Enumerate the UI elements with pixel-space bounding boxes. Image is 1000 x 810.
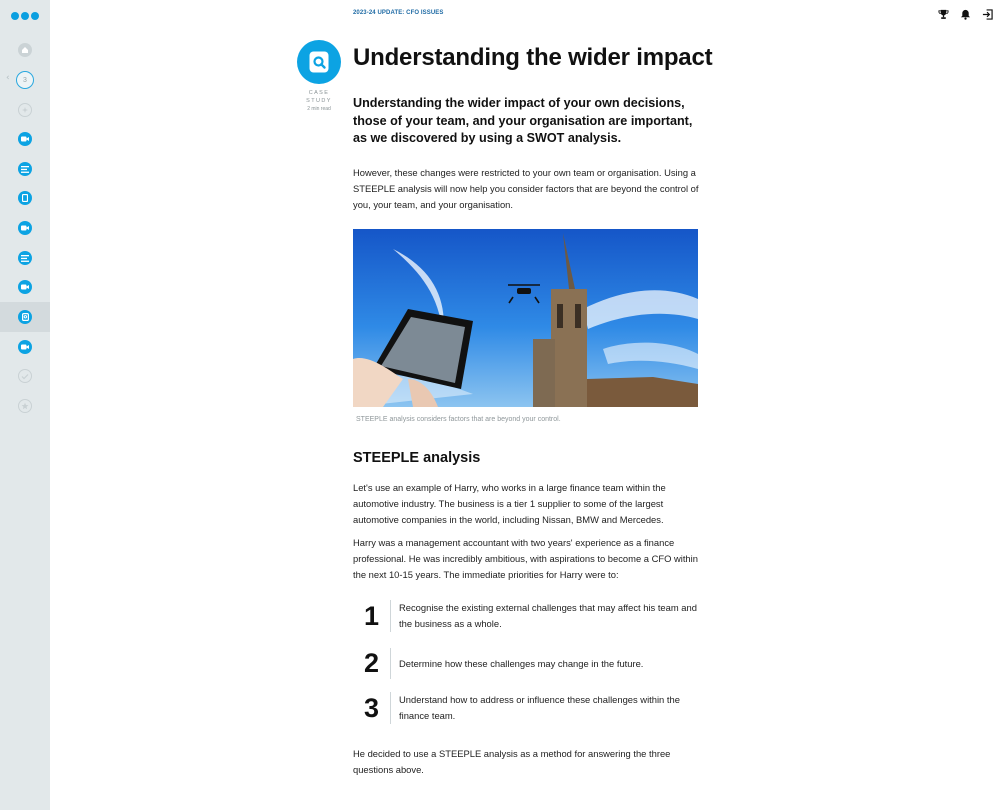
sidebar-item-list-1[interactable] [0,154,50,184]
section-heading: STEEPLE analysis [353,450,481,466]
sidebar-item-finish[interactable] [0,391,50,421]
step-number: 1 [363,600,380,631]
logout-icon[interactable] [981,8,994,21]
progress-current-icon [16,71,34,89]
breadcrumb[interactable]: 2023-24 UPDATE: CFO ISSUES [353,10,444,16]
video-icon [18,340,32,354]
harry-paragraph: Harry was a management accountant with two years' experience as a finance professional. He was incredibly ambitious, with aspirations to become a CFO within the next 10-15 years. The immediate priorities for Harry were to: [353,537,698,580]
sidebar-item-article[interactable] [0,183,50,213]
step-number: 2 [363,648,380,678]
divider [390,600,391,632]
step-number: 3 [363,692,380,723]
case-study-icon [18,310,32,324]
video-icon [18,221,32,235]
step-text: Understand how to address or influence these challenges within the finance team. [399,694,680,721]
sidebar-item-video-2[interactable] [0,213,50,243]
intro-paragraph: However, these changes were restricted to your own team or organisation. Using a STEEPLE analysis will now help you consider factors that are beyond the control of you, your team, and your organisation. [353,167,699,210]
chevron-left-icon[interactable]: ‹ [6,73,10,83]
sidebar [0,0,50,810]
top-toolbar [937,8,994,21]
sidebar-item-video-1[interactable] [0,124,50,154]
sparkle-icon [18,103,32,117]
case-study-icon [308,50,330,74]
sidebar-item-video-4[interactable] [0,332,50,362]
divider [390,648,391,679]
sidebar-item-case-study[interactable] [0,302,50,332]
article-icon [18,191,32,205]
divider [390,692,391,724]
list-item [353,648,703,679]
closing-paragraph: He decided to use a STEEPLE analysis as a method for answering the three questions above. [353,748,671,775]
lede-paragraph: Understanding the wider impact of your own decisions, those of your team, and your organisation are important, as we discovered by using a SWOT analysis. [353,96,693,145]
app-logo[interactable] [11,12,39,20]
list-icon [18,251,32,265]
sidebar-item-progress[interactable] [0,65,50,95]
sidebar-item-intro[interactable] [0,95,50,125]
hero-image [353,229,698,407]
star-icon [18,399,32,413]
trophy-icon[interactable] [937,8,950,21]
list-item [353,600,703,632]
content-type-label: CASE STUDY [306,90,332,104]
example-paragraph: Let's use an example of Harry, who works in a large finance team within the automotive industry. The business is a tier 1 supplier to some of the largest automotive companies in the world, including Nissan, BMW and Mercedes. [353,482,666,525]
list-icon [18,162,32,176]
video-icon [18,132,32,146]
sidebar-item-home[interactable] [0,35,50,65]
read-time: 2 min read [307,106,331,112]
video-icon [18,280,32,294]
bell-icon[interactable] [959,8,972,21]
progress-label: 3 [23,76,27,84]
home-icon [18,43,32,57]
step-text: Recognise the existing external challenges that may affect his team and the business as a whole. [399,602,697,629]
sidebar-item-list-2[interactable] [0,243,50,273]
case-study-badge [297,40,341,84]
image-caption: STEEPLE analysis considers factors that are beyond your control. [356,416,561,423]
check-icon [18,369,32,383]
step-text: Determine how these challenges may change in the future. [399,657,644,669]
list-item [353,692,703,724]
sidebar-item-checkpoint[interactable] [0,361,50,391]
sidebar-item-video-3[interactable] [0,272,50,302]
page-title: Understanding the wider impact [353,44,713,71]
